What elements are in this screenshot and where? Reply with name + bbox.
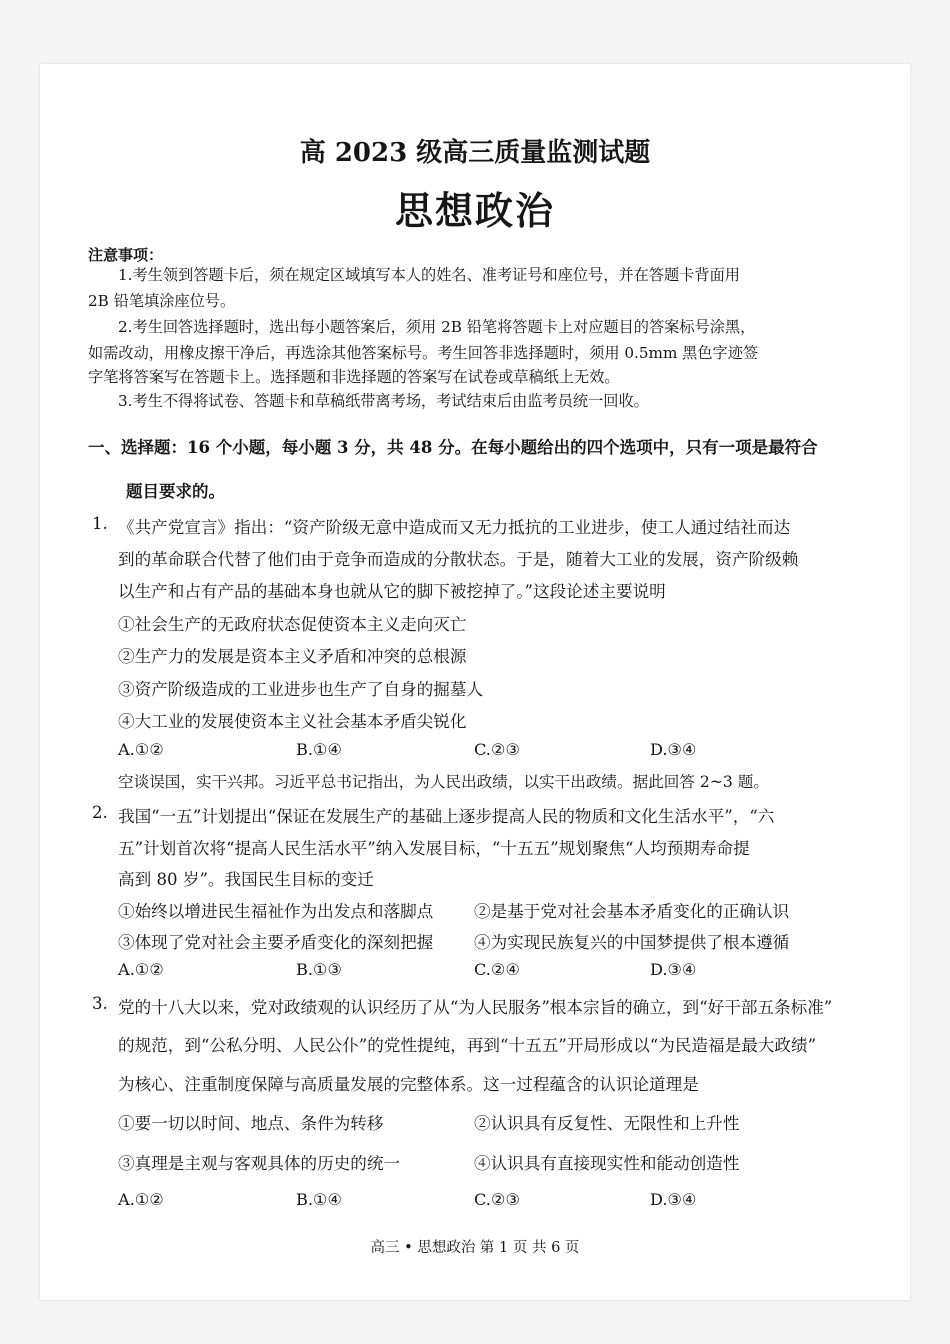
q3-option-b[interactable]: B.①④ xyxy=(296,1190,343,1209)
page-footer: 高三 • 思想政治 第 1 页 共 6 页 xyxy=(370,1240,580,1256)
q2-option-b[interactable]: B.①③ xyxy=(296,960,343,979)
section-heading-cont: 题目要求的。 xyxy=(126,482,225,501)
q1-statement-2: ②生产力的发展是资本主义矛盾和冲突的总根源 xyxy=(118,647,467,666)
q3-statement-2: ②认识具有反复性、无限性和上升性 xyxy=(474,1114,740,1133)
exam-title: 高 2023 级高三质量监测试题 xyxy=(299,138,651,168)
q3-number: 3. xyxy=(92,994,108,1013)
q1-number: 1. xyxy=(92,514,108,533)
notice-line-6: 3.考生不得将试卷、答题卡和草稿纸带离考场，考试结束后由监考员统一回收。 xyxy=(118,392,649,410)
q1-option-c[interactable]: C.②③ xyxy=(474,740,520,759)
q3-option-a[interactable]: A.①② xyxy=(118,1190,164,1209)
q1-stem-line-1: 《共产党宣言》指出：“资产阶级无意中造成而又无力抵抗的工业进步，使工人通过结社而达 xyxy=(118,518,791,537)
q3-stem-line-1: 党的十八大以来，党对政绩观的认识经历了从“为人民服务”根本宗旨的确立，到“好干部五条标准” xyxy=(118,998,833,1017)
section-heading: 一、选择题：16 个小题，每小题 3 分，共 48 分。在每小题给出的四个选项中，只有一项是最符合 xyxy=(88,438,818,457)
q3-stem-line-3: 为核心、注重制度保障与高质量发展的完整体系。这一过程蕴含的认识论道理是 xyxy=(118,1075,699,1094)
q3-option-d[interactable]: D.③④ xyxy=(650,1190,697,1209)
q3-statement-4: ④认识具有直接现实性和能动创造性 xyxy=(474,1154,740,1173)
notice-heading: 注意事项： xyxy=(88,246,164,264)
q1-option-d[interactable]: D.③④ xyxy=(650,740,697,759)
q3-statement-3: ③真理是主观与客观具体的历史的统一 xyxy=(118,1154,401,1173)
q2-number: 2. xyxy=(92,803,108,822)
q2-option-d[interactable]: D.③④ xyxy=(650,960,697,979)
q2-statement-4: ④为实现民族复兴的中国梦提供了根本遵循 xyxy=(474,933,790,952)
q3-option-c[interactable]: C.②③ xyxy=(474,1190,520,1209)
notice-line-4: 如需改动，用橡皮擦干净后，再选涂其他答案标号。考生回答非选择题时，须用 0.5mm 黑色字迹签 xyxy=(88,344,759,362)
q3-statement-1: ①要一切以时间、地点、条件为转移 xyxy=(118,1114,384,1133)
q2-stem-line-2: 五”计划首次将“提高人民生活水平”纳入发展目标，“十五五”规划聚焦“人均预期寿命提 xyxy=(118,839,750,858)
subject-title: 思想政治 xyxy=(394,188,555,233)
q2-statement-3: ③体现了党对社会主要矛盾变化的深刻把握 xyxy=(118,933,434,952)
q1-statement-3: ③资产阶级造成的工业进步也生产了自身的掘墓人 xyxy=(118,680,484,699)
notice-line-2: 2B 铅笔填涂座位号。 xyxy=(88,292,236,310)
intro-2-3: 空谈误国，实干兴邦。习近平总书记指出，为人民出政绩，以实干出政绩。据此回答 2~3 题。 xyxy=(118,773,769,791)
q2-option-a[interactable]: A.①② xyxy=(118,960,164,979)
q1-stem-line-2: 到的革命联合代替了他们由于竞争而造成的分散状态。于是，随着大工业的发展，资产阶级赖 xyxy=(118,550,799,569)
q1-stem-line-3: 以生产和占有产品的基础本身也就从它的脚下被挖掉了。”这段论述主要说明 xyxy=(118,582,666,601)
q2-option-c[interactable]: C.②④ xyxy=(474,960,520,979)
notice-line-3: 2.考生回答选择题时，选出每小题答案后，须用 2B 铅笔将答题卡上对应题目的答案标号涂黑， xyxy=(118,318,756,336)
q1-statement-4: ④大工业的发展使资本主义社会基本矛盾尖锐化 xyxy=(118,712,467,731)
q1-option-b[interactable]: B.①④ xyxy=(296,740,343,759)
notice-line-1: 1.考生领到答题卡后，须在规定区域填写本人的姓名、准考证号和座位号，并在答题卡背面用 xyxy=(118,266,740,284)
q1-option-a[interactable]: A.①② xyxy=(118,740,164,759)
q2-statement-2: ②是基于党对社会基本矛盾变化的正确认识 xyxy=(474,902,790,921)
notice-line-5: 字笔将答案写在答题卡上。选择题和非选择题的答案写在试卷或草稿纸上无效。 xyxy=(88,368,620,386)
q2-stem-line-3: 高到 80 岁”。我国民生目标的变迁 xyxy=(118,870,374,889)
q2-statement-1: ①始终以增进民生福祉作为出发点和落脚点 xyxy=(118,902,434,921)
q1-statement-1: ①社会生产的无政府状态促使资本主义走向灭亡 xyxy=(118,615,467,634)
q3-stem-line-2: 的规范，到“公私分明、人民公仆”的党性提纯，再到“十五五”开局形成以“为民造福是最大政绩” xyxy=(118,1036,817,1055)
q2-stem-line-1: 我国“一五”计划提出“保证在发展生产的基础上逐步提高人民的物质和文化生活水平”，“六 xyxy=(118,807,775,826)
